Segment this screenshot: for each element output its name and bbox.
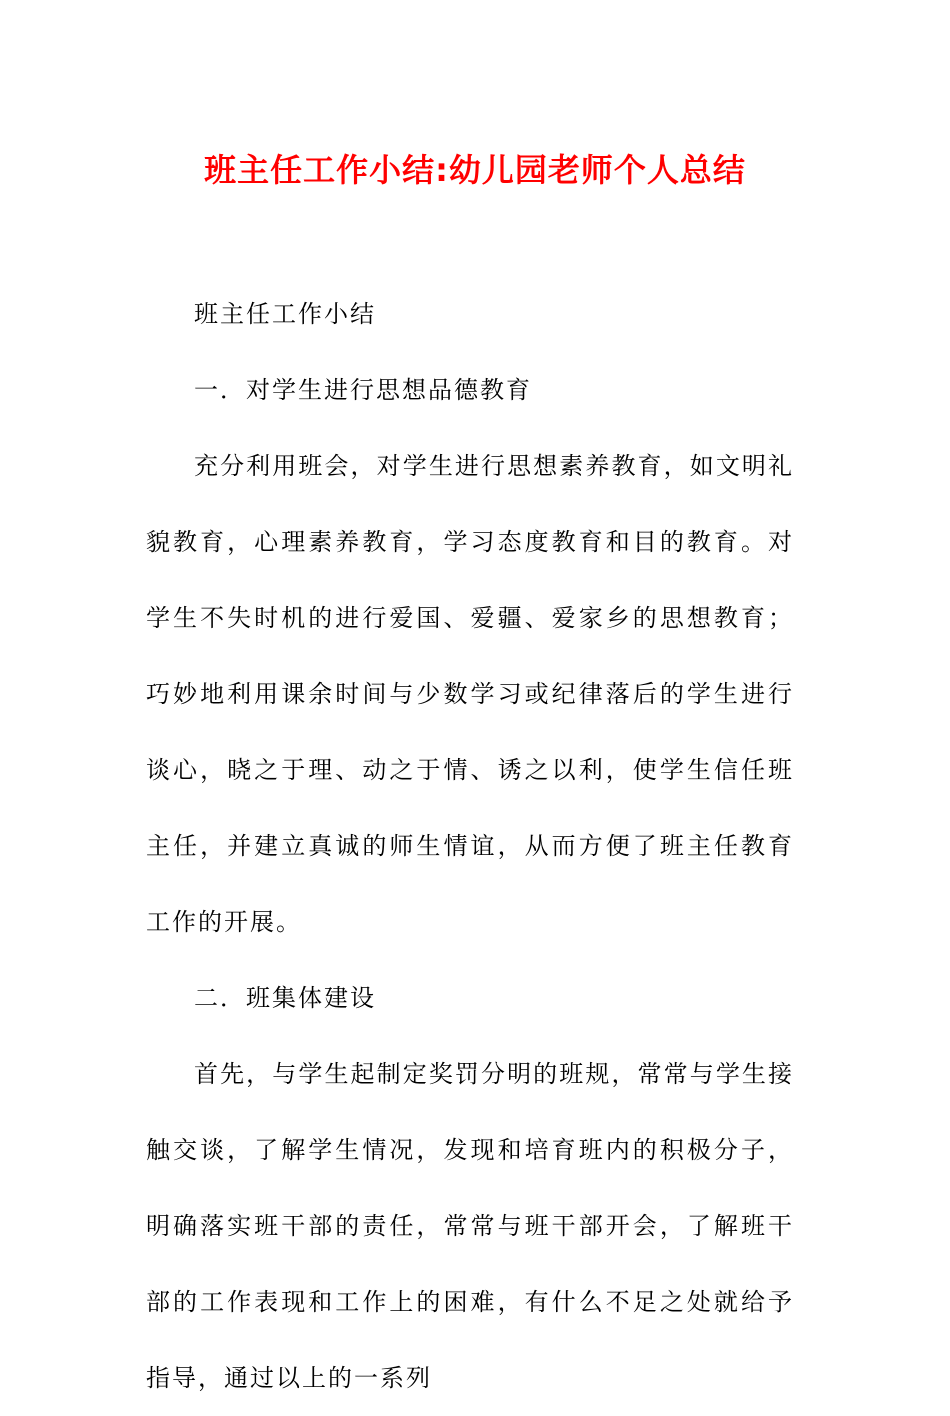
section-heading-moral-education: 一．对学生进行思想品德教育 <box>194 376 532 404</box>
document-body <box>146 276 794 1416</box>
section-heading-class-building: 二．班集体建设 <box>194 984 376 1012</box>
section-heading-summary: 班主任工作小结 <box>194 300 376 328</box>
paragraph-class-building: 首先，与学生起制定奖罚分明的班规，常常与学生接触交谈，了解学生情况，发现和培育班内的积极分子，明确落实班干部的责任，常常与班干部开会，了解班干部的工作表现和工作上的困难，有什么不足之处就给予指导，通过以上的一系列 <box>146 1060 794 1392</box>
document-title: 班主任工作小结:幼儿园老师个人总结 <box>204 151 746 189</box>
paragraph-moral-education: 充分利用班会，对学生进行思想素养教育，如文明礼貌教育，心理素养教育，学习态度教育和目的教育。对学生不失时机的进行爱国、爱疆、爱家乡的思想教育；巧妙地利用课余时间与少数学习或纪律落后的学生进行谈心，晓之于理、动之于情、诱之以利，使学生信任班主任，并建立真诚的师生情谊，从而方便了班主任教育工作的开展。 <box>146 452 794 936</box>
